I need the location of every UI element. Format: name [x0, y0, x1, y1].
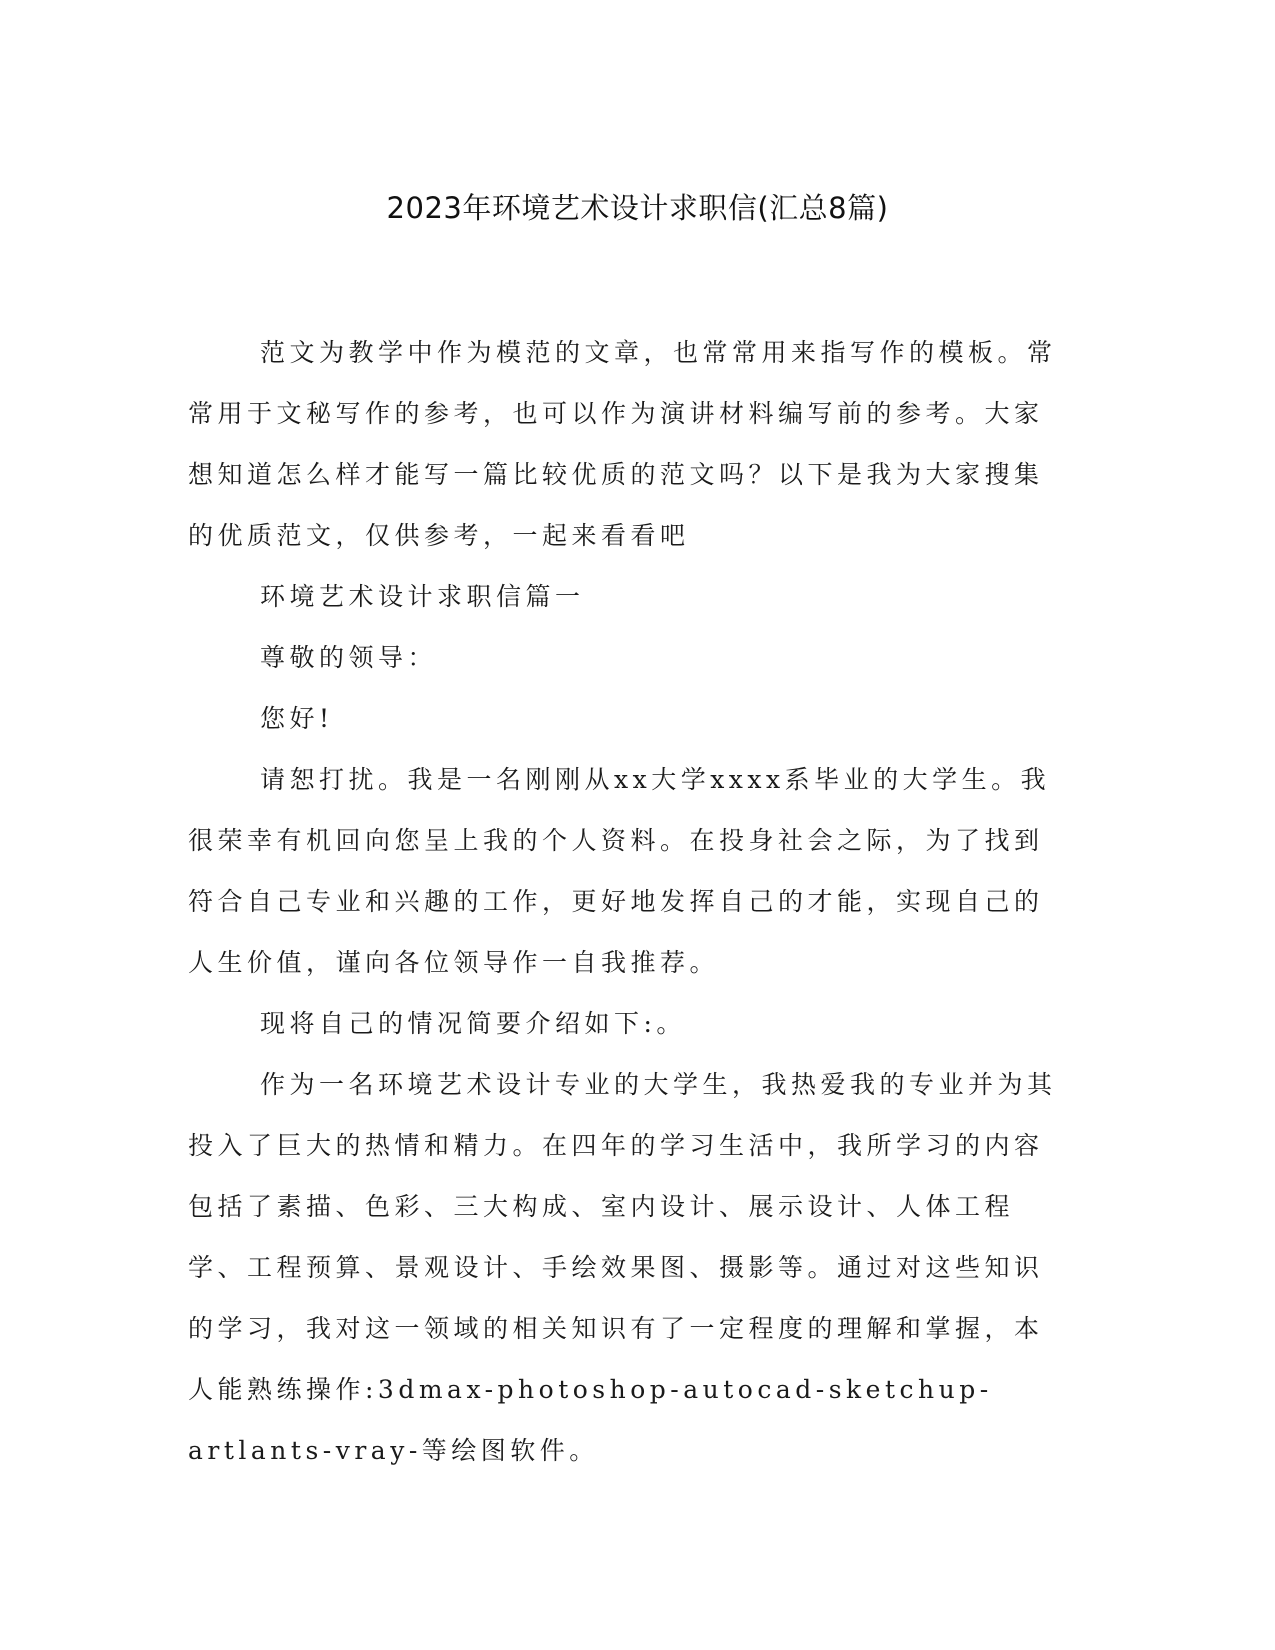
letter-paragraph: 请恕打扰。我是一名刚刚从xx大学xxxx系毕业的大学生。我很荣幸有机回向您呈上我的个人资料。在投身社会之际，为了找到符合自己专业和兴趣的工作，更好地发挥自己的才能，实现自己的人生价值，谨向各位领导作一自我推荐。	[188, 765, 1051, 977]
letter-paragraph: 作为一名环境艺术设计专业的大学生，我热爱我的专业并为其投入了巨大的热情和精力。在四年的学习生活中，我所学习的内容包括了素描、色彩、三大构成、室内设计、展示设计、人体工程学、工程预算、景观设计、手绘效果图、摄影等。通过对这些知识的学习，我对这一领域的相关知识有了一定程度的理解和掌握，本人能熟练操作:3dmax-photoshop-autocad-sketchup-artlants-vray-等绘图软件。	[188, 1070, 1057, 1465]
document-title: 2023年环境艺术设计求职信(汇总8篇)	[386, 191, 889, 225]
section-heading: 环境艺术设计求职信篇一	[260, 582, 585, 611]
document-body	[188, 322, 1068, 1481]
salutation: 尊敬的领导：	[260, 643, 438, 672]
letter-paragraph: 现将自己的情况简要介绍如下:。	[260, 1009, 686, 1038]
greeting: 您好!	[260, 704, 334, 733]
intro-paragraph: 范文为教学中作为模范的文章，也常常用来指写作的模板。常常用于文秘写作的参考，也可以作为演讲材料编写前的参考。大家想知道怎么样才能写一篇比较优质的范文吗？以下是我为大家搜集的优质范文，仅供参考，一起来看看吧	[188, 338, 1057, 550]
